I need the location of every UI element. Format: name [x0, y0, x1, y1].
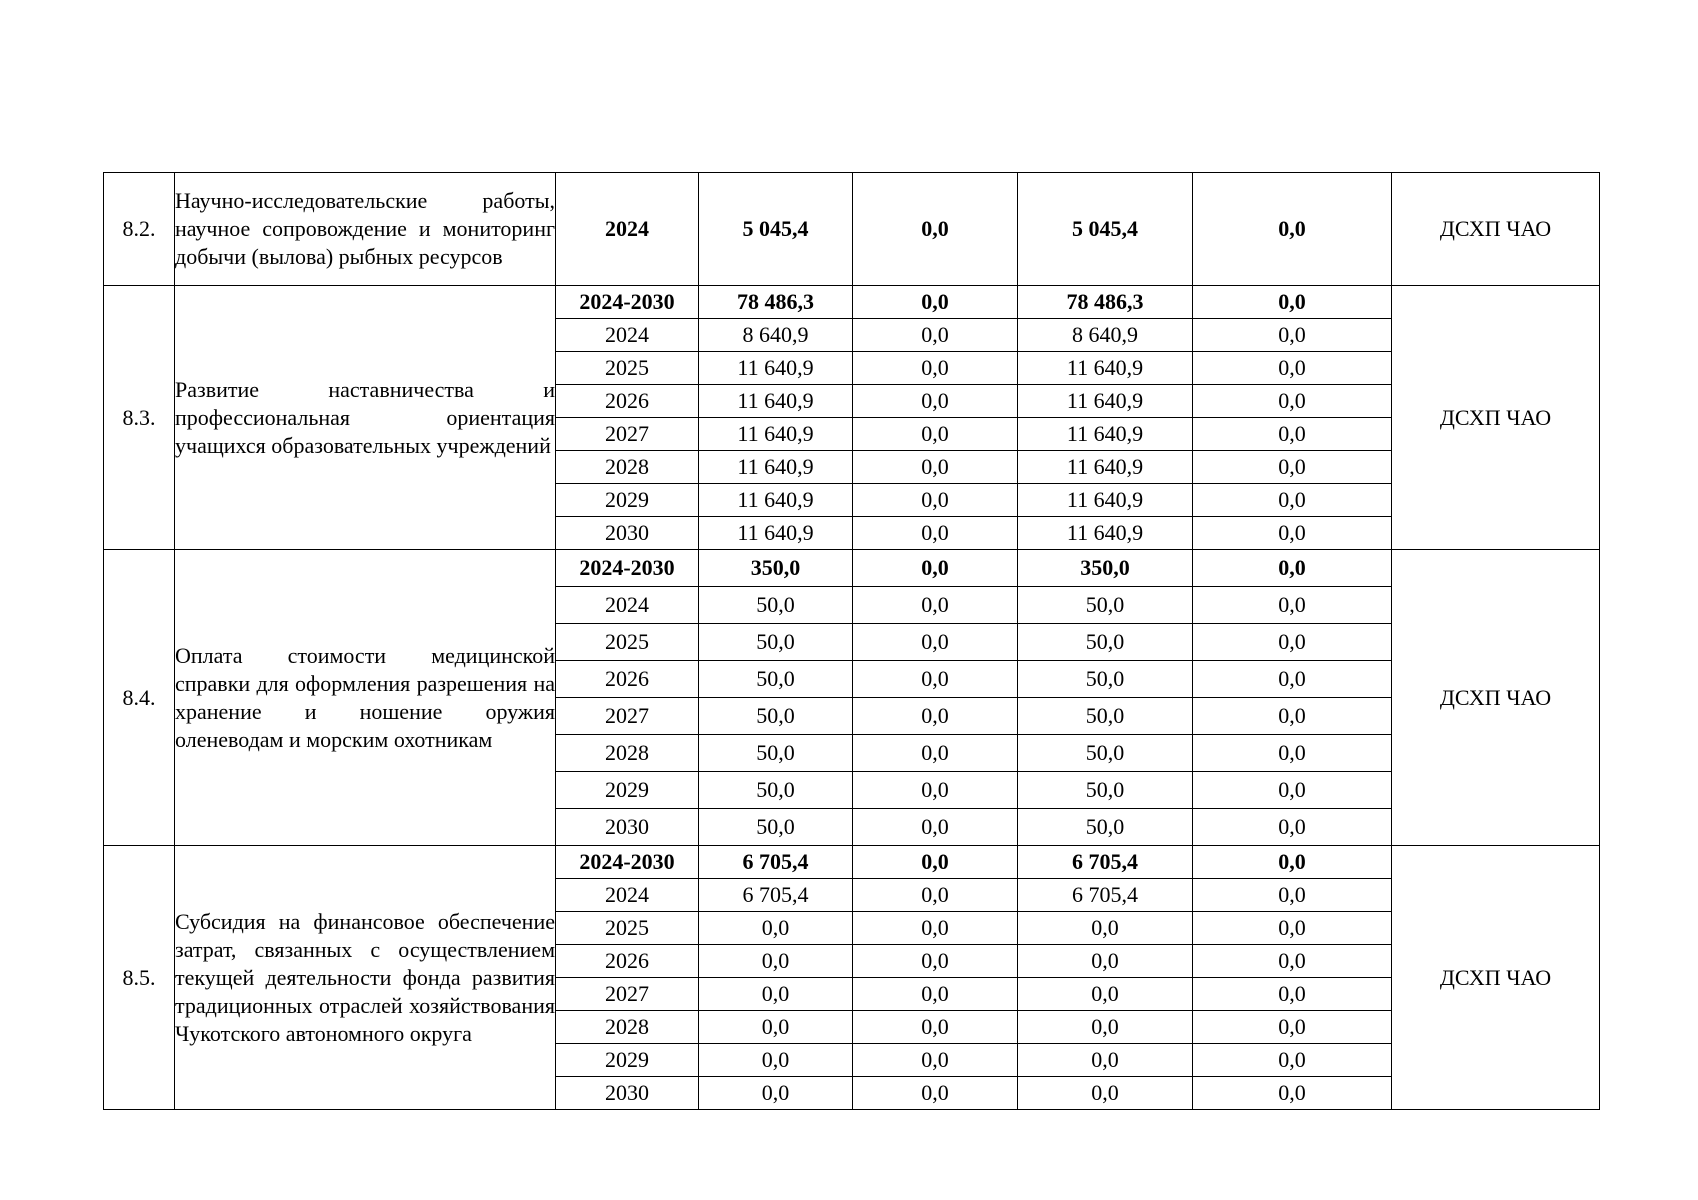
total-cell: 350,0	[699, 550, 853, 587]
funding-table	[103, 172, 1600, 1110]
total-cell: 6 705,4	[699, 879, 853, 912]
other-cell: 0,0	[1193, 879, 1392, 912]
other-cell: 0,0	[1193, 698, 1392, 735]
responsible-executor: ДСХП ЧАО	[1392, 173, 1600, 286]
regional-cell: 11 640,9	[1018, 418, 1193, 451]
total-cell: 8 640,9	[699, 319, 853, 352]
federal-cell: 0,0	[853, 912, 1018, 945]
responsible-executor: ДСХП ЧАО	[1392, 846, 1600, 1110]
regional-cell: 6 705,4	[1018, 879, 1193, 912]
section-number: 8.5.	[104, 846, 175, 1110]
section-title-text: Субсидия на финансовое обеспечение затрат, связанных с осуществлением текущей деятельности фонда развития традиционных отраслей хозяйствования Чукотского автономного округа	[175, 908, 555, 1046]
regional-cell: 11 640,9	[1018, 385, 1193, 418]
regional-cell: 0,0	[1018, 912, 1193, 945]
period-cell: 2030	[556, 517, 699, 550]
total-cell: 50,0	[699, 624, 853, 661]
other-cell: 0,0	[1193, 451, 1392, 484]
period-cell: 2028	[556, 735, 699, 772]
federal-cell: 0,0	[853, 587, 1018, 624]
total-cell: 0,0	[699, 1077, 853, 1110]
section-title	[175, 846, 556, 1110]
other-cell: 0,0	[1193, 661, 1392, 698]
period-cell: 2026	[556, 385, 699, 418]
table-row	[104, 286, 1600, 319]
regional-cell: 50,0	[1018, 772, 1193, 809]
federal-cell: 0,0	[853, 517, 1018, 550]
federal-cell: 0,0	[853, 418, 1018, 451]
section-number: 8.3.	[104, 286, 175, 550]
total-cell: 0,0	[699, 1044, 853, 1077]
other-cell: 0,0	[1193, 550, 1392, 587]
total-cell: 50,0	[699, 809, 853, 846]
regional-cell: 50,0	[1018, 735, 1193, 772]
section-title-text: Развитие наставничества и профессиональная ориентация учащихся образовательных учреждений	[175, 376, 555, 458]
total-cell: 5 045,4	[699, 173, 853, 286]
other-cell: 0,0	[1193, 319, 1392, 352]
period-cell: 2029	[556, 484, 699, 517]
federal-cell: 0,0	[853, 173, 1018, 286]
federal-cell: 0,0	[853, 698, 1018, 735]
federal-cell: 0,0	[853, 772, 1018, 809]
section-number: 8.4.	[104, 550, 175, 846]
other-cell: 0,0	[1193, 846, 1392, 879]
section-number: 8.2.	[104, 173, 175, 286]
other-cell: 0,0	[1193, 809, 1392, 846]
federal-cell: 0,0	[853, 1077, 1018, 1110]
period-cell: 2028	[556, 451, 699, 484]
total-cell: 50,0	[699, 661, 853, 698]
total-cell: 50,0	[699, 698, 853, 735]
federal-cell: 0,0	[853, 879, 1018, 912]
federal-cell: 0,0	[853, 484, 1018, 517]
section-title	[175, 286, 556, 550]
period-cell: 2024-2030	[556, 286, 699, 319]
federal-cell: 0,0	[853, 809, 1018, 846]
federal-cell: 0,0	[853, 945, 1018, 978]
table-row	[104, 173, 1600, 286]
federal-cell: 0,0	[853, 550, 1018, 587]
period-cell: 2024	[556, 319, 699, 352]
other-cell: 0,0	[1193, 286, 1392, 319]
federal-cell: 0,0	[853, 319, 1018, 352]
federal-cell: 0,0	[853, 385, 1018, 418]
other-cell: 0,0	[1193, 484, 1392, 517]
total-cell: 78 486,3	[699, 286, 853, 319]
period-cell: 2024-2030	[556, 846, 699, 879]
period-cell: 2027	[556, 698, 699, 735]
total-cell: 0,0	[699, 912, 853, 945]
period-cell: 2029	[556, 772, 699, 809]
regional-cell: 6 705,4	[1018, 846, 1193, 879]
responsible-executor: ДСХП ЧАО	[1392, 286, 1600, 550]
period-cell: 2025	[556, 912, 699, 945]
regional-cell: 8 640,9	[1018, 319, 1193, 352]
regional-cell: 50,0	[1018, 809, 1193, 846]
section-title	[175, 550, 556, 846]
other-cell: 0,0	[1193, 173, 1392, 286]
regional-cell: 0,0	[1018, 978, 1193, 1011]
total-cell: 6 705,4	[699, 846, 853, 879]
federal-cell: 0,0	[853, 978, 1018, 1011]
other-cell: 0,0	[1193, 517, 1392, 550]
regional-cell: 5 045,4	[1018, 173, 1193, 286]
total-cell: 0,0	[699, 1011, 853, 1044]
table-row	[104, 846, 1600, 879]
total-cell: 0,0	[699, 978, 853, 1011]
other-cell: 0,0	[1193, 1077, 1392, 1110]
section-title-text: Научно-исследовательские работы, научное сопровождение и мониторинг добычи (вылова) рыбных ресурсов	[175, 188, 555, 269]
period-cell: 2029	[556, 1044, 699, 1077]
period-cell: 2027	[556, 978, 699, 1011]
regional-cell: 11 640,9	[1018, 484, 1193, 517]
federal-cell: 0,0	[853, 1011, 1018, 1044]
period-cell: 2030	[556, 1077, 699, 1110]
other-cell: 0,0	[1193, 772, 1392, 809]
total-cell: 11 640,9	[699, 418, 853, 451]
other-cell: 0,0	[1193, 624, 1392, 661]
other-cell: 0,0	[1193, 587, 1392, 624]
regional-cell: 50,0	[1018, 661, 1193, 698]
total-cell: 50,0	[699, 735, 853, 772]
regional-cell: 50,0	[1018, 624, 1193, 661]
table-row	[104, 550, 1600, 587]
other-cell: 0,0	[1193, 735, 1392, 772]
federal-cell: 0,0	[853, 661, 1018, 698]
total-cell: 11 640,9	[699, 517, 853, 550]
period-cell: 2024	[556, 879, 699, 912]
other-cell: 0,0	[1193, 978, 1392, 1011]
total-cell: 11 640,9	[699, 385, 853, 418]
period-cell: 2025	[556, 352, 699, 385]
other-cell: 0,0	[1193, 385, 1392, 418]
period-cell: 2026	[556, 945, 699, 978]
federal-cell: 0,0	[853, 1044, 1018, 1077]
federal-cell: 0,0	[853, 352, 1018, 385]
table-body	[104, 173, 1600, 1110]
period-cell: 2027	[556, 418, 699, 451]
total-cell: 0,0	[699, 945, 853, 978]
total-cell: 11 640,9	[699, 451, 853, 484]
regional-cell: 78 486,3	[1018, 286, 1193, 319]
period-cell: 2024	[556, 173, 699, 286]
regional-cell: 11 640,9	[1018, 352, 1193, 385]
other-cell: 0,0	[1193, 912, 1392, 945]
period-cell: 2025	[556, 624, 699, 661]
other-cell: 0,0	[1193, 945, 1392, 978]
other-cell: 0,0	[1193, 352, 1392, 385]
federal-cell: 0,0	[853, 624, 1018, 661]
regional-cell: 0,0	[1018, 945, 1193, 978]
federal-cell: 0,0	[853, 286, 1018, 319]
section-title-text: Оплата стоимости медицинской справки для оформления разрешения на хранение и ношение оружия оленеводам и морским охотникам	[175, 642, 555, 752]
responsible-executor: ДСХП ЧАО	[1392, 550, 1600, 846]
federal-cell: 0,0	[853, 451, 1018, 484]
period-cell: 2028	[556, 1011, 699, 1044]
other-cell: 0,0	[1193, 1044, 1392, 1077]
regional-cell: 0,0	[1018, 1044, 1193, 1077]
regional-cell: 11 640,9	[1018, 517, 1193, 550]
total-cell: 11 640,9	[699, 484, 853, 517]
total-cell: 50,0	[699, 587, 853, 624]
period-cell: 2024-2030	[556, 550, 699, 587]
period-cell: 2024	[556, 587, 699, 624]
regional-cell: 0,0	[1018, 1077, 1193, 1110]
regional-cell: 350,0	[1018, 550, 1193, 587]
regional-cell: 0,0	[1018, 1011, 1193, 1044]
federal-cell: 0,0	[853, 735, 1018, 772]
federal-cell: 0,0	[853, 846, 1018, 879]
section-title	[175, 173, 556, 286]
period-cell: 2026	[556, 661, 699, 698]
regional-cell: 11 640,9	[1018, 451, 1193, 484]
total-cell: 50,0	[699, 772, 853, 809]
regional-cell: 50,0	[1018, 587, 1193, 624]
period-cell: 2030	[556, 809, 699, 846]
regional-cell: 50,0	[1018, 698, 1193, 735]
other-cell: 0,0	[1193, 1011, 1392, 1044]
other-cell: 0,0	[1193, 418, 1392, 451]
total-cell: 11 640,9	[699, 352, 853, 385]
